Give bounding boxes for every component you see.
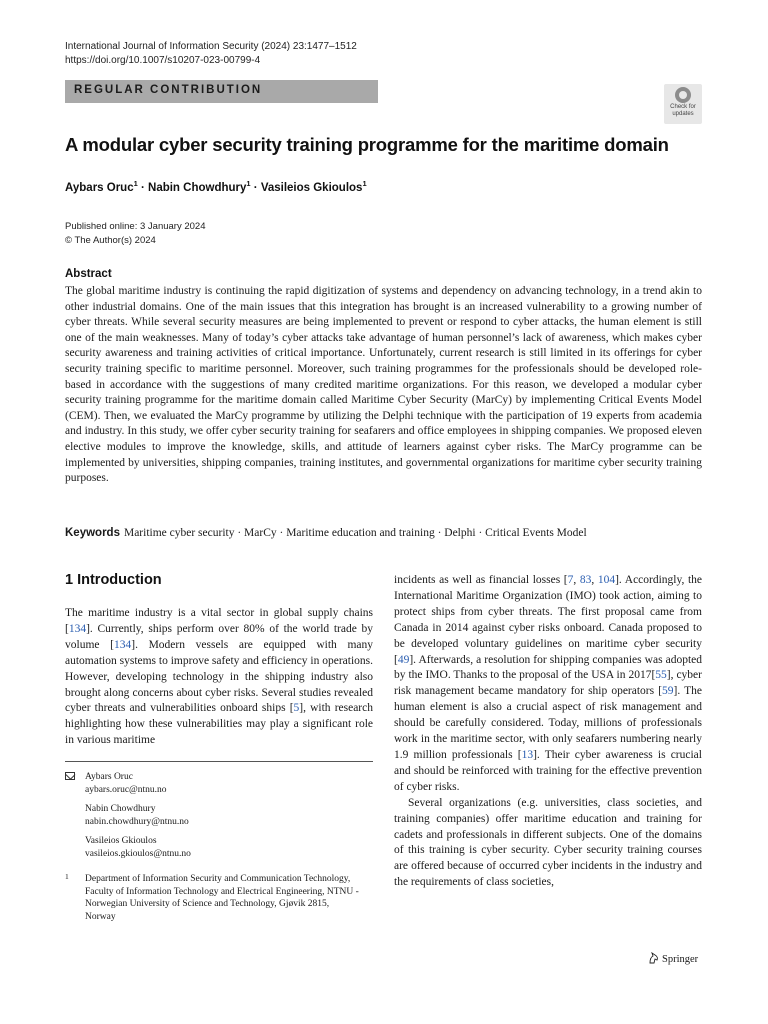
- author-name[interactable]: Nabin Chowdhury: [148, 181, 247, 194]
- contact-entry: [85, 771, 167, 796]
- citation-link[interactable]: 83: [579, 574, 592, 586]
- author-affiliation-mark: 1: [133, 179, 138, 188]
- author-separator: ·: [250, 181, 261, 194]
- publication-info: [65, 220, 206, 248]
- doi-link[interactable]: https://doi.org/10.1007/s10207-023-00799-4: [65, 55, 261, 66]
- citation-link[interactable]: 134: [68, 622, 87, 635]
- author-list: [65, 179, 367, 194]
- citation-link[interactable]: 55: [655, 669, 667, 682]
- citation-link[interactable]: 134: [113, 638, 132, 651]
- check-for-updates-badge[interactable]: [664, 84, 702, 124]
- contact-name: Aybars Oruc: [85, 772, 133, 782]
- contact-email[interactable]: vasileios.gkioulos@ntnu.no: [85, 848, 191, 859]
- citation-link[interactable]: 7: [567, 574, 574, 586]
- published-date: Published online: 3 January 2024: [65, 221, 206, 232]
- keywords-list: Maritime cyber security · MarCy · Maritime education and training · Delphi · Critical Events Model: [123, 527, 587, 539]
- publisher-logo: [648, 952, 698, 965]
- check-updates-icon: [675, 87, 691, 103]
- citation-link[interactable]: 59: [662, 685, 674, 698]
- check-updates-label: Check for updates: [670, 104, 696, 117]
- abstract-heading: Abstract: [65, 268, 112, 280]
- body-paragraph: incidents as well as financial losses [7, 83, 104]. Accordingly, the International Maritime Organization (IMO) took action, aiming to protect ships from cyber threats. The first proposal came from Canada in 2014 against cyber risks onboard. Canada proposed to be developed voluntary guidelines on maritime cyber security [49]. Afterwards, a resolution for shipping companies was adopted by the IMO. Thanks to the proposal of the USA in 2017[55], cyber risk management became mandatory for ship operators [59]. The human element is also a crucial aspect of risk management and should be carefully considered. Today, millions of professionals work in the maritime sector, with only seafarers numbering nearly 1.9 million professionals [13]. Their cyber awareness is crucial and should be reinforced with training for the effective prevention of cyber risks.: [394, 574, 703, 793]
- author-separator: ·: [137, 181, 149, 194]
- citation-link[interactable]: 49: [397, 653, 410, 666]
- author-affiliation-mark: 1: [246, 179, 251, 188]
- body-column-left: [65, 606, 373, 749]
- footnote-divider: [65, 761, 373, 762]
- body-paragraph: Several organizations (e.g. universities, class societies, and training companies) offer maritime education and training for cadets and professionals in different subjects. One of the domains of this training is cyber security. Cyber security training courses are offered because of occurred cyber incidents in the industry and the requirements of class societies,: [394, 796, 702, 889]
- springer-horse-icon: [648, 952, 659, 964]
- keywords: [65, 527, 705, 539]
- affiliation-text: Department of Information Security and Communication Technology, Faculty of Information Technology and Electrical Engineering, NTNU - Norwegian University of Science and Technology, Gjøvik 2815, Norway: [85, 874, 359, 923]
- contact-email[interactable]: aybars.oruc@ntnu.no: [85, 784, 167, 795]
- journal-header: [65, 40, 357, 68]
- contact-name: Vasileios Gkioulos: [85, 836, 157, 846]
- citation-link[interactable]: 13: [521, 748, 534, 761]
- citation-link[interactable]: 5: [293, 702, 300, 715]
- contact-name: Nabin Chowdhury: [85, 804, 156, 814]
- article-type-banner: [65, 80, 378, 103]
- author-name[interactable]: Vasileios Gkioulos: [260, 181, 363, 194]
- body-column-right: [394, 573, 702, 891]
- publisher-name: Springer: [662, 954, 699, 965]
- author-affiliation-mark: 1: [362, 179, 367, 188]
- body-paragraph: The maritime industry is a vital sector in global supply chains [134]. Currently, ships perform over 80% of the world trade by volume [134]. Modern vessels are equipped with many automation systems to improve safety and efficiency in operations. However, developing technology in the shipping industry also brought along concerns about cyber risks. Several studies revealed cyber threats and vulnerabilities onboard ships [5], with research highlighting how these vulnerabilities may play a significant role in various maritime: [65, 607, 373, 747]
- journal-citation: International Journal of Information Security (2024) 23:1477–1512: [65, 41, 357, 52]
- abstract-text: The global maritime industry is continuing the rapid digitization of systems and dependency on advancing technology, in a trend akin to other industrial domains. One of the main issues that this integration has brought is an increased vulnerability to a growing number of cyber threats. While several security measures are being implemented to prevent or respond to cyber attacks, the human element is still one of the main weaknesses. Many of today’s cyber attacks take advantage of human personnel’s lack of awareness, which makes cyber security awareness and training activities of critical importance. Unfortunately, current research is still limited in its offerings for cyber security training specific to maritime personnel. Moreover, such training programmes for the professionals should be developed role-based in accordance with the suggestions of many credited maritime organizations. For this reason, we developed a modular cyber security training programme for the maritime domain called Maritime Cyber Security (MarCy) by implementing Critical Events Model (CEM). Then, we evaluated the MarCy programme by utilizing the Delphi technique with the participation of 19 experts from academia and industry. In this study, we offer cyber security training for seafarers and office employees in shipping companies. We proposed eleven elective modules to improve the knowledge, skills, and attitude of learners against cyber risks. The MarCy programme can be implemented by universities, shipping companies, training institutes, and governmental organizations for maritime cyber security training purposes.: [65, 285, 702, 485]
- author-name[interactable]: Aybars Oruc: [65, 181, 134, 194]
- envelope-icon: [65, 772, 75, 780]
- contact-entry: [85, 803, 189, 828]
- contact-email[interactable]: nabin.chowdhury@ntnu.no: [85, 816, 189, 827]
- contact-entry: [85, 835, 191, 860]
- keywords-label: Keywords: [65, 527, 120, 539]
- section-heading: 1 Introduction: [65, 572, 162, 588]
- affiliation-number: 1: [65, 872, 69, 881]
- article-type-label: REGULAR CONTRIBUTION: [74, 84, 263, 96]
- copyright: © The Author(s) 2024: [65, 235, 156, 246]
- paper-title: A modular cyber security training programme for the maritime domain: [65, 134, 669, 155]
- citation-link[interactable]: 104: [597, 574, 616, 586]
